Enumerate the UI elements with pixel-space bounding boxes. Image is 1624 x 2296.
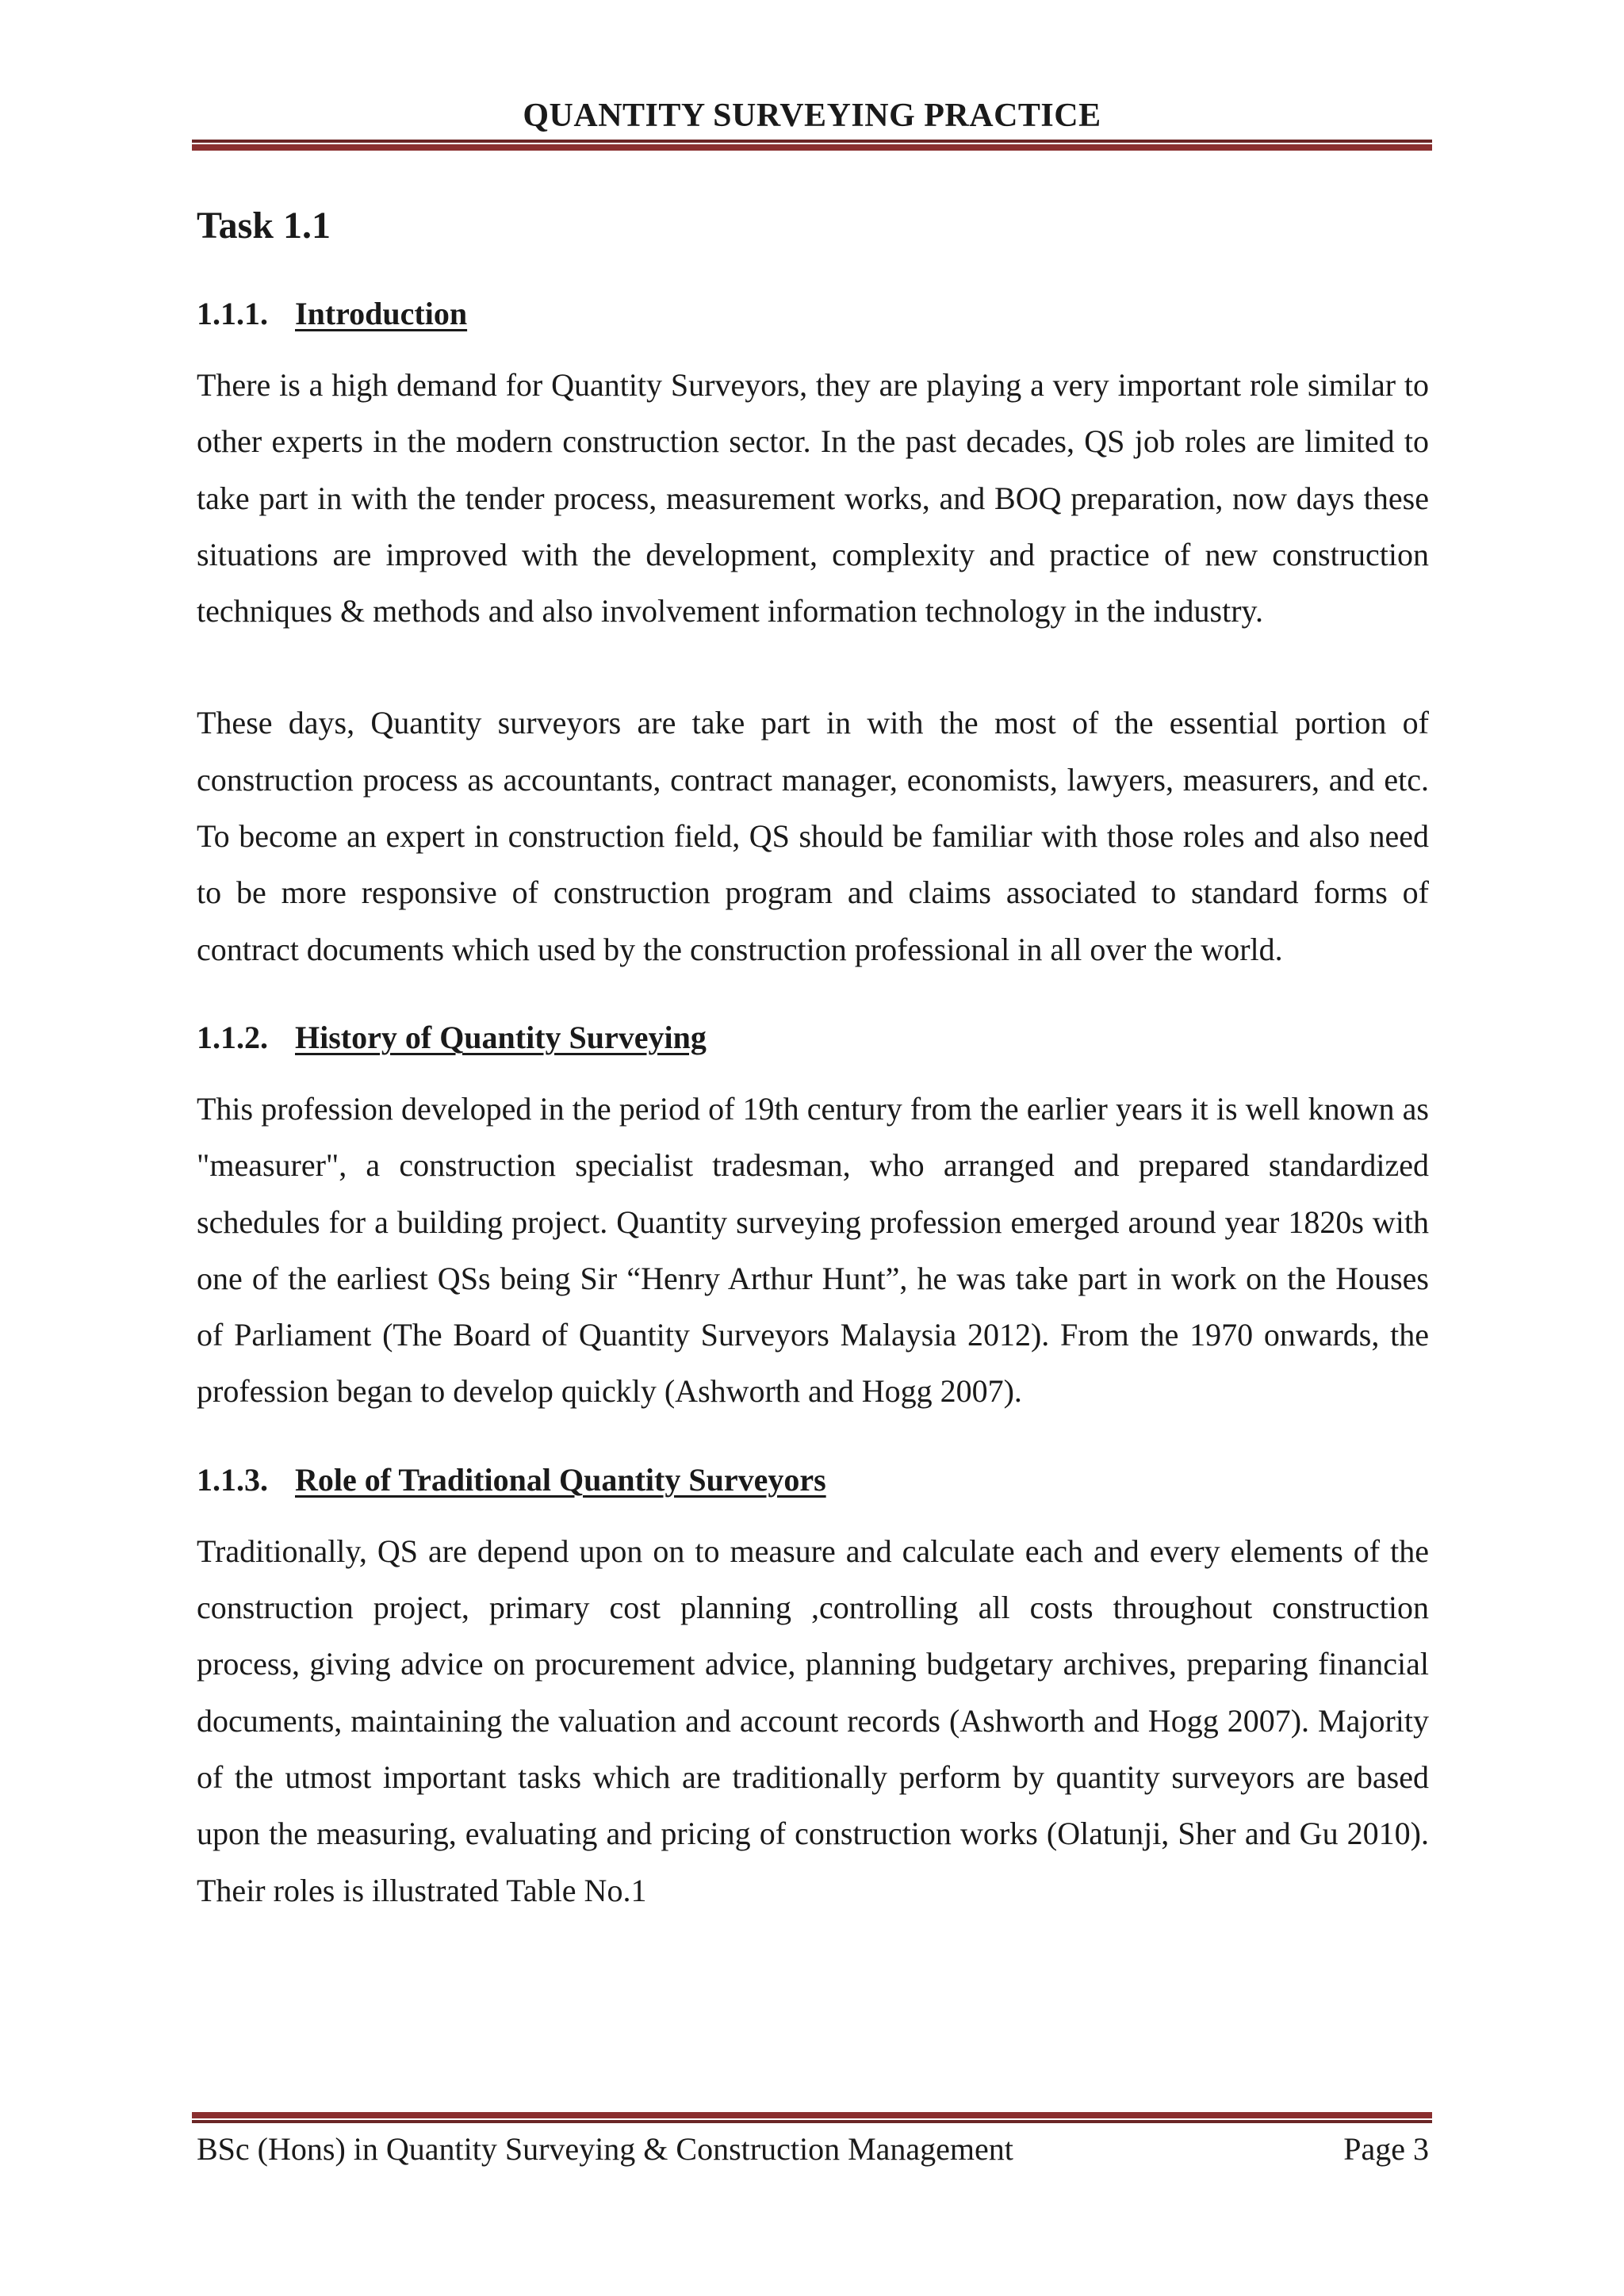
section-title: History of Quantity Surveying [295, 1019, 707, 1055]
section-number: 1.1.3. [197, 1461, 268, 1498]
header-rule [192, 140, 1432, 151]
section-heading-history [197, 1006, 1429, 1070]
page-header: QUANTITY SURVEYING PRACTICE [523, 98, 1101, 134]
paragraph: This profession developed in the period of 19th century from the earlier years it is well known as "measurer", a construction specialist tradesman, who arranged and prepared standardized schedules for a building project. Quantity surveying profession emerged around year 1820s with one of the earliest QSs being Sir “Henry Arthur Hunt”, he was take part in work on the Houses of Parliament (The Board of Quantity Surveyors Malaysia 2012). From the 1970 onwards, the profession began to develop quickly (Ashworth and Hogg 2007). [197, 1090, 1429, 1410]
paragraph: There is a high demand for Quantity Surveyors, they are playing a very important role similar to other experts in the modern construction sector. In the past decades, QS job roles are limited to take part in with the tender process, measurement works, and BOQ preparation, now days these situations are improved with the development, complexity and practice of new construction techniques & methods and also involvement information technology in the industry. [197, 367, 1429, 629]
task-title: Task 1.1 [197, 205, 331, 247]
paragraph: Traditionally, QS are depend upon on to measure and calculate each and every elements of the construction project, primary cost planning ,controlling all costs throughout construction process, giving advice on procurement advice, planning budgetary archives, preparing financial documents, maintaining the valuation and account records (Ashworth and Hogg 2007). Majority of the utmost important tasks which are traditionally perform by quantity surveyors are based upon the measuring, evaluating and pricing of construction works (Olatunji, Sher and Gu 2010). Their roles is illustrated Table No.1 [197, 1533, 1429, 1908]
section-title: Introduction [295, 296, 468, 331]
section-title: Role of Traditional Quantity Surveyors [295, 1461, 826, 1498]
section-heading-role [197, 1448, 1429, 1512]
section-heading-introduction [197, 282, 1429, 346]
document-body [197, 190, 1429, 1919]
footer-rule [192, 2112, 1432, 2123]
footer-program-title: BSc (Hons) in Quantity Surveying & Construction Management [197, 2131, 1013, 2167]
paragraph: These days, Quantity surveyors are take part in with the most of the essential portion of construction process as accountants, contract manager, economists, lawyers, measurers, and etc. To become an expert in construction field, QS should be familiar with those roles and also need to be more responsive of construction program and claims associated to standard forms of contract documents which used by the construction professional in all over the world. [197, 705, 1429, 967]
section-number: 1.1.1. [197, 296, 268, 331]
page-number: Page 3 [1343, 2131, 1429, 2167]
section-number: 1.1.2. [197, 1019, 268, 1055]
